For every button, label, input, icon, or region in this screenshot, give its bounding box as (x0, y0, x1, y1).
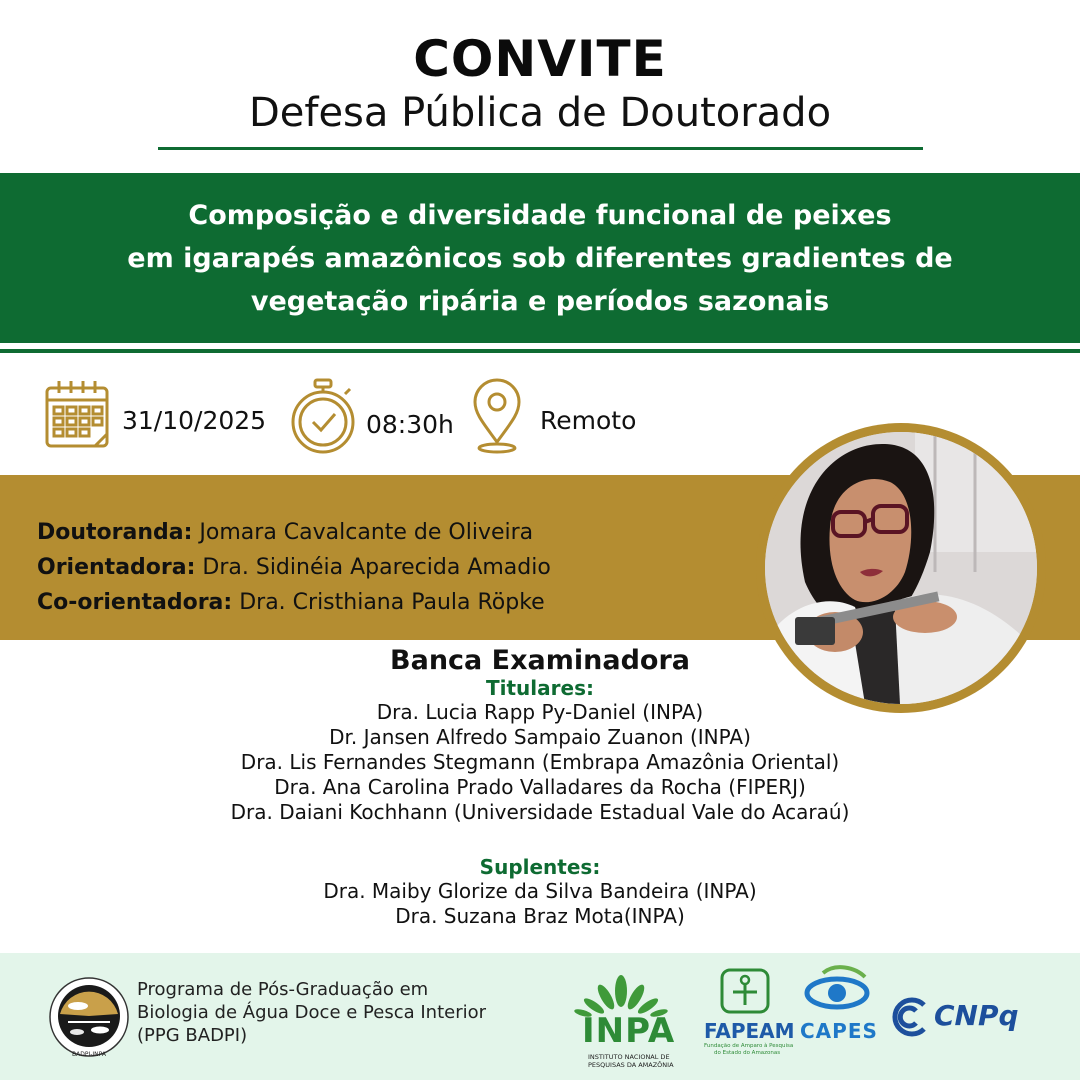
thesis-title-line: Composição e diversidade funcional de peixes (188, 199, 892, 231)
program-line: (PPG BADPI) (137, 1025, 248, 1046)
capes-logo (795, 965, 880, 1060)
committee-member: Dra. Lis Fernandes Stegmann (Embrapa Amazônia Oriental) (240, 750, 840, 774)
coadvisor-row (37, 585, 551, 620)
inpa-subtitle: PESQUISAS DA AMAZÔNIA (588, 1061, 674, 1069)
thesis-title-line: vegetação ripária e períodos sazonais (250, 285, 830, 317)
advisor-name: Dra. Sidinéia Aparecida Amadio (202, 555, 551, 580)
footer (0, 953, 1080, 1080)
coadvisor-name: Dra. Cristhiana Paula Röpke (239, 590, 545, 615)
event-time: 08:30h (366, 410, 454, 439)
advisor-row (37, 550, 551, 585)
student-row (37, 515, 551, 550)
fapeam-wordmark: FAPEAM (704, 1019, 795, 1043)
thesis-title (127, 194, 952, 323)
committee-alternate: Dra. Suzana Braz Mota(INPA) (395, 904, 685, 928)
inpa-subtitle: INSTITUTO NACIONAL DE (588, 1053, 670, 1061)
cnpq-emblem (888, 995, 932, 1039)
committee-section (0, 645, 1080, 929)
titulares-label: Titulares: (486, 676, 594, 700)
thesis-title-line: em igarapés amazônicos sob diferentes gradientes de (127, 242, 953, 274)
student-label: Doutoranda: (37, 520, 193, 545)
student-name: Jomara Cavalcante de Oliveira (199, 520, 534, 545)
fapeam-subtitle: Fundação de Amparo à Pesquisa (704, 1043, 794, 1049)
coadvisor-label: Co-orientadora: (37, 590, 233, 615)
page-subtitle: Defesa Pública de Doutorado (248, 90, 832, 136)
event-location: Remoto (540, 406, 637, 435)
divider (158, 147, 923, 150)
suplentes-label: Suplentes: (479, 855, 601, 879)
committee-member: Dr. Jansen Alfredo Sampaio Zuanon (INPA) (329, 725, 751, 749)
cnpq-logo (888, 995, 1033, 1045)
capes-emblem (795, 965, 880, 1015)
committee-title: Banca Examinadora (390, 645, 690, 676)
badpi-logo (48, 976, 130, 1058)
program-name (137, 978, 486, 1047)
cnpq-wordmark: CNPq (934, 999, 1019, 1032)
event-date: 31/10/2025 (122, 406, 267, 435)
people-list (37, 515, 551, 620)
fapeam-emblem (700, 967, 790, 1017)
committee-member: Dra. Daiani Kochhann (Universidade Estadual Vale do Acaraú) (230, 800, 850, 824)
divider (0, 349, 1080, 353)
program-line: Biologia de Água Doce e Pesca Interior (137, 1002, 487, 1023)
program-line: Programa de Pós-Graduação em (137, 979, 429, 1000)
advisor-label: Orientadora: (37, 555, 196, 580)
page-title: CONVITE (413, 30, 667, 88)
inpa-logo (566, 973, 676, 1073)
thesis-banner (0, 173, 1080, 343)
committee-member: Dra. Lucia Rapp Py-Daniel (INPA) (376, 700, 704, 724)
badpi-seal-text: BADPI-INPA (72, 1051, 106, 1058)
inpa-wordmark: INPA (582, 1011, 676, 1051)
location-pin-icon (470, 378, 524, 454)
committee-member: Dra. Ana Carolina Prado Valladares da Rocha (FIPERJ) (274, 775, 806, 799)
calendar-icon (45, 378, 111, 450)
stopwatch-icon (290, 378, 356, 454)
fapeam-subtitle: do Estado do Amazonas (714, 1050, 781, 1056)
committee-alternate: Dra. Maiby Glorize da Silva Bandeira (INPA) (323, 879, 757, 903)
capes-wordmark: CAPES (800, 1019, 878, 1043)
fapeam-logo (700, 967, 795, 1072)
